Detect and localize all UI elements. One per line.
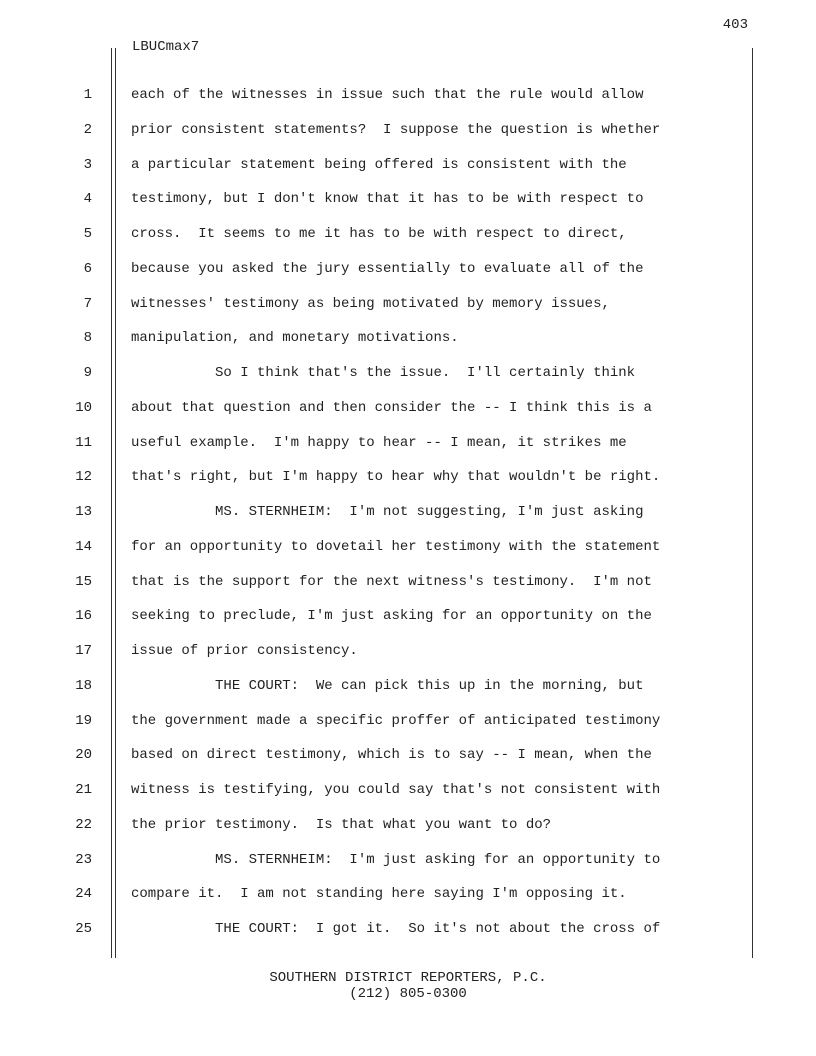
line-text: the government made a specific proffer of anticipated testimony [131, 712, 661, 729]
line-text: the prior testimony. Is that what you want to do? [131, 816, 552, 833]
line-number: 19 [75, 712, 92, 729]
line-number: 16 [75, 608, 92, 625]
line-number: 22 [75, 816, 92, 833]
transcript-line [0, 113, 816, 148]
line-number: 6 [83, 260, 92, 277]
line-text: compare it. I am not standing here saying I'm opposing it. [131, 886, 627, 903]
line-text: THE COURT: We can pick this up in the morning, but [131, 677, 644, 694]
transcript-line [0, 356, 816, 391]
transcript-line [0, 530, 816, 565]
transcript-line [0, 426, 816, 461]
line-number: 10 [75, 399, 92, 416]
line-number: 2 [83, 121, 92, 138]
transcript-line [0, 217, 816, 252]
line-number: 17 [75, 643, 92, 659]
line-text: cross. It seems to me it has to be with respect to direct, [131, 226, 627, 242]
line-text: MS. STERNHEIM: I'm just asking for an opportunity to [131, 851, 661, 868]
line-number: 5 [83, 226, 92, 242]
line-number: 15 [75, 573, 92, 590]
page-number: 403 [722, 17, 748, 33]
line-number: 12 [75, 469, 92, 486]
line-number: 21 [75, 782, 92, 798]
transcript-line [0, 738, 816, 773]
line-text: that is the support for the next witness's testimony. I'm not [131, 573, 652, 590]
transcript-line [0, 252, 816, 287]
transcript-line [0, 669, 816, 704]
line-text: based on direct testimony, which is to say -- I mean, when the [131, 747, 652, 764]
line-number: 18 [75, 677, 92, 694]
line-text: seeking to preclude, I'm just asking for an opportunity on the [131, 608, 652, 625]
line-text: a particular statement being offered is consistent with the [131, 156, 627, 173]
line-number: 3 [83, 156, 92, 173]
line-number: 25 [75, 921, 92, 937]
line-text: about that question and then consider the -- I think this is a [131, 399, 652, 416]
transcript-lines [0, 78, 816, 947]
line-number: 23 [75, 851, 92, 868]
transcript-line [0, 565, 816, 600]
line-text: witness is testifying, you could say that's not consistent with [131, 782, 661, 798]
line-number: 14 [75, 538, 92, 555]
line-number: 20 [75, 747, 92, 764]
line-number: 9 [83, 365, 92, 381]
line-text: because you asked the jury essentially to evaluate all of the [131, 260, 644, 277]
line-text: manipulation, and monetary motivations. [131, 330, 459, 347]
transcript-line [0, 912, 816, 947]
case-id: LBUCmax7 [132, 39, 200, 55]
line-number: 4 [83, 191, 92, 208]
transcript-line [0, 773, 816, 808]
transcript-line [0, 391, 816, 426]
transcript-line [0, 808, 816, 843]
line-text: witnesses' testimony as being motivated by memory issues, [131, 295, 610, 312]
transcript-line [0, 182, 816, 217]
transcript-line [0, 843, 816, 878]
line-number: 7 [83, 295, 92, 312]
transcript-line [0, 599, 816, 634]
transcript-line [0, 287, 816, 322]
line-text: prior consistent statements? I suppose the question is whether [131, 121, 661, 138]
line-number: 11 [75, 434, 92, 451]
line-text: that's right, but I'm happy to hear why that wouldn't be right. [131, 469, 661, 486]
transcript-line [0, 148, 816, 183]
transcript-line [0, 634, 816, 669]
line-text: useful example. I'm happy to hear -- I mean, it strikes me [131, 434, 627, 451]
transcript-line [0, 78, 816, 113]
transcript-line [0, 704, 816, 739]
transcript-line [0, 460, 816, 495]
line-number: 1 [83, 87, 92, 103]
reporter-name: SOUTHERN DISTRICT REPORTERS, P.C. [269, 970, 547, 986]
line-text: So I think that's the issue. I'll certainly think [131, 365, 636, 381]
line-text: testimony, but I don't know that it has to be with respect to [131, 191, 644, 208]
line-number: 13 [75, 504, 92, 520]
line-number: 24 [75, 886, 92, 903]
line-text: issue of prior consistency. [131, 643, 358, 659]
transcript-line [0, 321, 816, 356]
line-text: each of the witnesses in issue such that the rule would allow [131, 87, 644, 103]
line-text: for an opportunity to dovetail her testimony with the statement [131, 538, 661, 555]
line-number: 8 [83, 330, 92, 347]
reporter-phone: (212) 805-0300 [349, 986, 467, 1002]
page-footer [0, 970, 816, 1002]
line-text: THE COURT: I got it. So it's not about the cross of [131, 921, 661, 937]
transcript-line [0, 877, 816, 912]
transcript-line [0, 495, 816, 530]
line-text: MS. STERNHEIM: I'm not suggesting, I'm just asking [131, 504, 644, 520]
